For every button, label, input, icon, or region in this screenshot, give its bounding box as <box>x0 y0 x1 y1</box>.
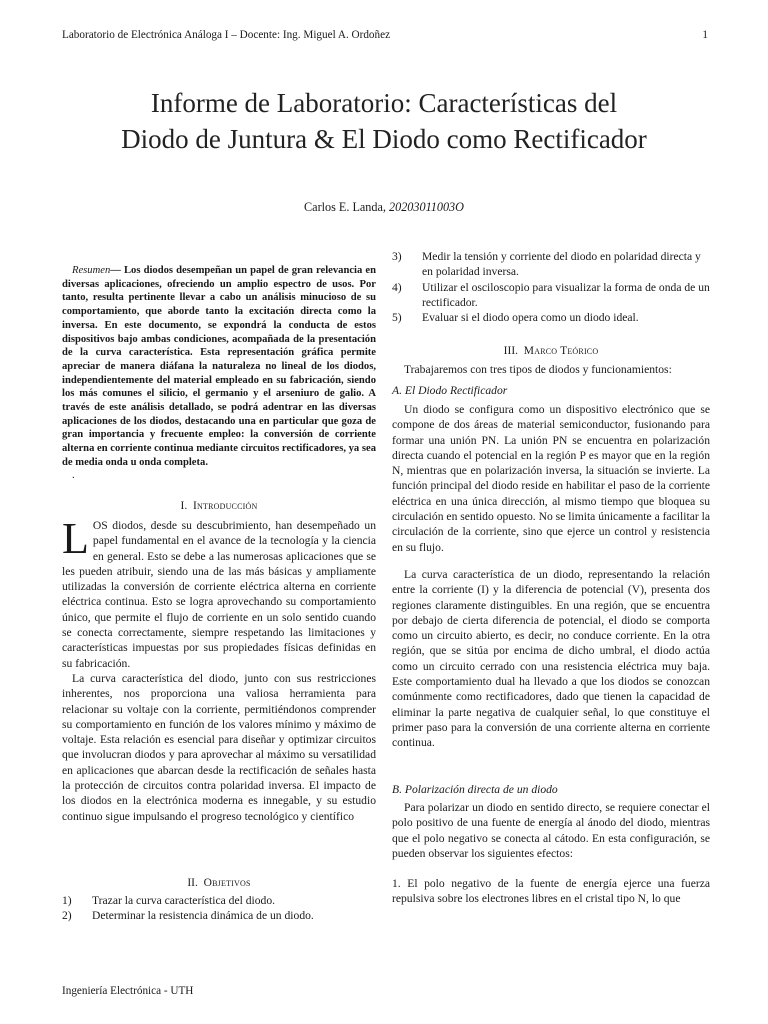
section-title: Objetivos <box>203 877 251 889</box>
list-item <box>62 908 376 923</box>
list-item <box>62 893 376 908</box>
subsection-b-paragraph-2: 1. El polo negativo de la fuente de energía ejerce una fuerza repulsiva sobre los electrones libres en el cristal tipo N, lo que <box>392 877 710 906</box>
subsection-a-body-2 <box>392 567 710 751</box>
author-id: 20203011003O <box>389 200 464 214</box>
abstract-lead: Resumen <box>72 265 111 276</box>
objectives-list-right <box>392 249 710 325</box>
section-title: Introducción <box>193 500 258 512</box>
list-number: 4) <box>392 280 402 294</box>
subsection-a-paragraph-1: Un diodo se configura como un dispositivo electrónico que se compone de dos áreas de material semiconductor, fusionando para formar una unión PN. La unión PN se encuentra en polarización directa cuando el potencial en la región P es mayor que en la región N, mientras que en polarización inversa, la situación se invierte. La función principal del diodo reside en habilitar el paso de la corriente eléctrica en una única dirección, al mismo tiempo que bloquea su circulación en sentido opuesto. No se limita únicamente a facilitar la circulación de la corriente, sino que ejerce un control y resistencia en su flujo. <box>392 403 710 554</box>
list-number: 1) <box>62 894 72 907</box>
list-item <box>392 249 710 280</box>
list-text: Trazar la curva característica del diodo. <box>92 894 276 907</box>
abstract-text: Los diodos desempeñan un papel de gran relevancia en diversas aplicaciones, ofreciendo un amplio espectro de usos. Por tanto, resulta pertinente llevar a cabo un análisis minucioso de su comportamiento, que aborde tanto la excitación directa como la inversa. En este documento, se expondrá la conducta de estos dispositivos bajo ambas condiciones, acompañada de la presentación de la curva característica. Esta representación gráfica permite apreciar de manera diáfana la naturaleza no lineal de los diodos, independientemente del material empleado en su fabricación, siendo los más comunes el silicio, el germanio y el arseniuro de galio. A través de este análisis detallado, se podrá adentrar en las diversas aplicaciones de los diodos, destacando una en particular que goza de gran importancia y frecuente empleo: la conversión de corriente alterna en corriente continua mediante circuitos rectificadores, ya sea de media onda u onda completa. <box>62 265 377 468</box>
subsection-a-paragraph-2: La curva característica de un diodo, representando la relación entre la corriente (I) y la diferencia de potencial (V), presenta dos regiones claramente distinguibles. En una región, que se encuentra por debajo de cierta diferencia de potencial, el diodo se comporta como un circuito abierto, es decir, no conduce corriente. En la otra región, que se sitúa por encima de dicho umbral, el diodo actúa como un circuito cerrado con una resistencia eléctrica muy baja. Este comportamiento dual ha llevado a que los diodos se conozcan comúnmente como rectificadores, dado que tienen la capacidad de eliminar la parte negativa de cualquier señal, lo que constituye el primer paso para la conversión de una corriente alterna en corriente continua. <box>392 568 710 750</box>
list-number: 2) <box>62 909 72 923</box>
abstract-dash: — <box>110 265 124 276</box>
objectives-list-left <box>62 893 376 924</box>
intro-paragraph-1-text: OS diodos, desde su descubrimiento, han desempeñado un papel fundamental en el avance de la tecnología y la ciencia en general. Esto se debe a las numerosas aplicaciones que se les pueden atribuir, siendo una de las más básicas y ampliamente utilizadas la conversión de corriente eléctrica alterna en corriente eléctrica continua. Esto se logra aprovechando su comportamiento único, que permite el flujo de corriente en un solo sentido cuando se conecta correctamente, siempre respetando las limitaciones y características impuestas por sus propiedades físicas definidas en su fabricación. <box>62 519 376 670</box>
subsection-a-body <box>392 402 710 555</box>
list-number: 5) <box>392 311 402 325</box>
subsection-heading-a: A. El Diodo Rectificador <box>392 384 508 397</box>
author-name: Carlos E. Landa, <box>304 200 389 214</box>
list-number: 3) <box>392 250 402 263</box>
subsection-b-body <box>392 800 710 861</box>
section-numeral: I. <box>180 500 188 512</box>
title-line-1: Informe de Laboratorio: Características del <box>150 88 618 118</box>
intro-paragraph-2: La curva característica del diodo, junto con sus restricciones inherentes, nos proporciona una valiosa herramienta para relacionar su voltaje con la corriente, permitiéndonos comprender su comportamiento en función de los valores mínimo y máximo de voltaje. Esta relación es esencial para diseñar y optimizar circuitos que involucran diodos y para aprovechar al máximo su versatilidad en aplicaciones que abarcan desde la rectificación de señales hasta la protección de circuitos contra polaridad inversa. El impacto de los diodos en la electrónica moderna es innegable, y su estudio continuo sigue impulsando el progreso tecnológico y científico <box>62 671 376 823</box>
list-text: Medir la tensión y corriente del diodo en polaridad directa y en polaridad inversa. <box>422 250 701 279</box>
intro-paragraph-1 <box>62 514 376 671</box>
drop-cap: L <box>62 514 89 563</box>
section-heading-introduccion <box>62 499 376 513</box>
list-item <box>392 310 710 325</box>
subsection-b-body-2 <box>392 876 710 907</box>
abstract <box>62 264 376 470</box>
running-head: Laboratorio de Electrónica Análoga I – Docente: Ing. Miguel A. Ordoñez <box>62 29 391 41</box>
introduction-body <box>62 514 376 824</box>
page-number: 1 <box>702 29 708 41</box>
page-footer: Ingeniería Electrónica - UTH <box>62 985 194 997</box>
section-heading-marco-teorico <box>392 344 710 358</box>
list-text: Utilizar el osciloscopio para visualizar la forma de onda de un rectificador. <box>422 280 710 309</box>
subsection-b-paragraph-1: Para polarizar un diodo en sentido directo, se requiere conectar el polo positivo de una fuente de energía al ánodo del diodo, mientras que el polo negativo se conecta al cátodo. En esta configuración, se pueden observar los siguientes efectos: <box>392 801 710 860</box>
theory-intro <box>392 362 710 377</box>
list-item <box>392 280 710 311</box>
section-title: Marco Teórico <box>523 345 599 357</box>
section-numeral: II. <box>187 877 198 889</box>
list-text: Determinar la resistencia dinámica de un diodo. <box>92 909 314 923</box>
section-numeral: III. <box>503 345 519 357</box>
subsection-heading-b: B. Polarización directa de un diodo <box>392 783 558 796</box>
section-heading-objetivos <box>62 876 376 890</box>
paper-title <box>0 85 768 157</box>
list-text: Evaluar si el diodo opera como un diodo ideal. <box>422 311 639 325</box>
title-line-2: Diodo de Juntura & El Diodo como Rectificador <box>121 124 647 154</box>
author-line <box>0 199 768 215</box>
abstract-trailing-dot: . <box>72 469 75 481</box>
theory-intro-text: Trabajaremos con tres tipos de diodos y funcionamientos: <box>404 363 672 376</box>
